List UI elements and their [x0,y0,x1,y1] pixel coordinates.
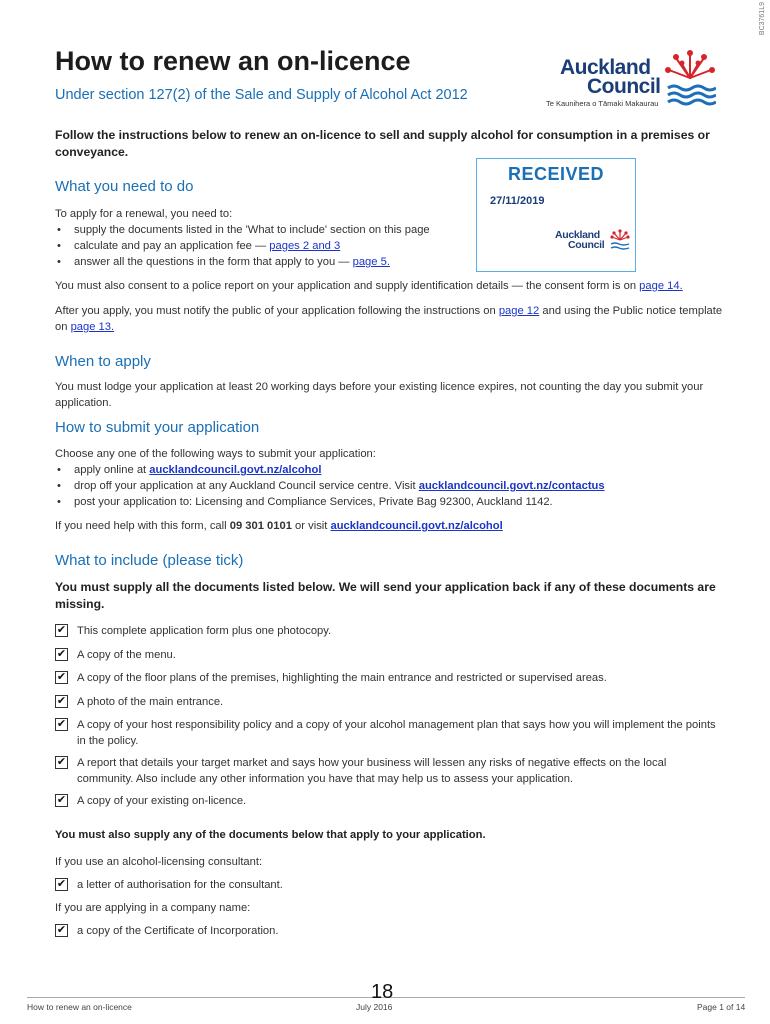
list-item: • calculate and pay an application fee — pages 2 and 3 [55,238,475,254]
what-you-need-lead: To apply for a renewal, you need to: [55,208,233,220]
checklist-item: ✔ A report that details your target market and says how your business will lessen any risks of negative effects on the local community. Also include any other information you have that may help us to assess your application. [56,756,667,785]
help-text: If you need help with this form, call 09 301 0101 or visit aucklandcouncil.govt.nz/alcohol [55,520,503,532]
template-page-link[interactable]: page 13. [70,321,115,333]
page-stamp-number: 18 [371,981,394,1003]
checkbox[interactable]: ✔ [56,794,67,806]
checklist-item: ✔ A copy of the menu. [56,648,176,661]
stamp-title: RECEIVED [507,164,605,184]
submit-methods-list [55,462,735,510]
section-heading-what-you-need: What you need to do [55,178,194,195]
checkbox[interactable]: ✔ [56,648,67,660]
page-title: How to renew an on-licence [55,46,411,76]
checkbox[interactable]: ✔ [56,718,67,730]
pohutukawa-flower-icon [664,48,716,108]
contactus-web-link[interactable]: aucklandcouncil.govt.nz/contactus [418,480,605,492]
questions-page-link[interactable]: page 5. [352,256,390,268]
footer-page-count: Page 1 of 14 [697,1002,746,1012]
section-heading-what-to-include: What to include (please tick) [55,552,244,569]
checklist-item: ✔ A copy of your existing on-licence. [56,794,247,807]
alcohol-web-link[interactable]: aucklandcouncil.govt.nz/alcohol [149,464,322,476]
logo-line-1: Auckland [560,56,651,79]
checklist-item: ✔ A copy of your host responsibility policy and a copy of your alcohol management plan that says how you will implement the points in the policy. [56,718,716,747]
checkbox[interactable]: ✔ [56,695,67,707]
list-item: • supply the documents listed in the 'What to include' section on this page [55,222,475,238]
logo-line-2: Council [587,75,661,98]
also-supply-text: You must also supply any of the documents below that apply to your application. [55,829,486,841]
stamp-date: 27/11/2019 [490,195,545,207]
page-subtitle: Under section 127(2) of the Sale and Supply of Alcohol Act 2012 [55,87,468,103]
consent-page-link[interactable]: page 14. [639,280,683,292]
consultant-lead: If you use an alcohol-licensing consultant: [55,856,263,868]
consent-text: You must also consent to a police report on your application and supply identification details — the consent form is on page 14. [55,280,683,292]
when-to-apply-text: You must lodge your application at least 20 working days before your existing licence expires, not counting the day you submit your application. [55,381,704,409]
list-item: • drop off your application at any Auckland Council service centre. Visit aucklandcouncil.govt.nz/contactus [55,478,735,494]
stamp-logo: Auckland Council [555,228,631,256]
must-supply-text: You must supply all the documents listed below. We will send your application back if any of these documents are missing. [55,580,716,611]
help-web-link[interactable]: aucklandcouncil.govt.nz/alcohol [330,520,503,532]
logo-tagline: Te Kaunihera o Tāmaki Makaurau [546,99,659,108]
checkbox[interactable]: ✔ [56,924,67,936]
received-stamp [476,158,636,272]
company-lead: If you are applying in a company name: [55,902,251,914]
checklist-item: ✔ This complete application form plus one photocopy. [56,624,332,637]
what-you-need-list [55,222,475,270]
fee-pages-link[interactable]: pages 2 and 3 [269,240,341,252]
section-heading-how-to-submit: How to submit your application [55,419,260,436]
list-item: • apply online at aucklandcouncil.govt.nz/alcohol [55,462,735,478]
footer-date: July 2016 [356,1002,393,1012]
intro-text: Follow the instructions below to renew an on-licence to sell and supply alcohol for consumption in a premises or conveyance. [55,128,710,159]
checklist-item: ✔ A photo of the main entrance. [56,695,224,708]
help-phone: 09 301 0101 [229,520,292,532]
how-to-submit-lead: Choose any one of the following ways to submit your application: [55,448,376,460]
section-heading-when-to-apply: When to apply [55,353,151,370]
pohutukawa-flower-icon [610,228,630,250]
document-code: BC3761L9 [759,2,766,36]
notify-text: After you apply, you must notify the public of your application following the instructions on page 12 and using the Public notice template on page 13. [55,305,723,333]
checkbox[interactable]: ✔ [56,756,67,768]
checklist-item: ✔ a letter of authorisation for the consultant. [56,878,283,891]
checkbox[interactable]: ✔ [56,671,67,683]
checkbox[interactable]: ✔ [56,624,67,636]
auckland-council-logo [546,46,720,112]
checklist-item: ✔ A copy of the floor plans of the premises, highlighting the main entrance and restricted or supervised areas. [56,671,607,684]
list-item: • answer all the questions in the form that apply to you — page 5. [55,254,475,270]
footer-doc-title: How to renew an on-licence [27,1002,132,1012]
notify-page-link[interactable]: page 12 [498,305,540,317]
checklist-item: ✔ a copy of the Certificate of Incorporation. [56,924,279,937]
list-item: • post your application to: Licensing and Compliance Services, Private Bag 92300, Auckland 1142. [55,494,735,510]
checkbox[interactable]: ✔ [56,878,67,890]
